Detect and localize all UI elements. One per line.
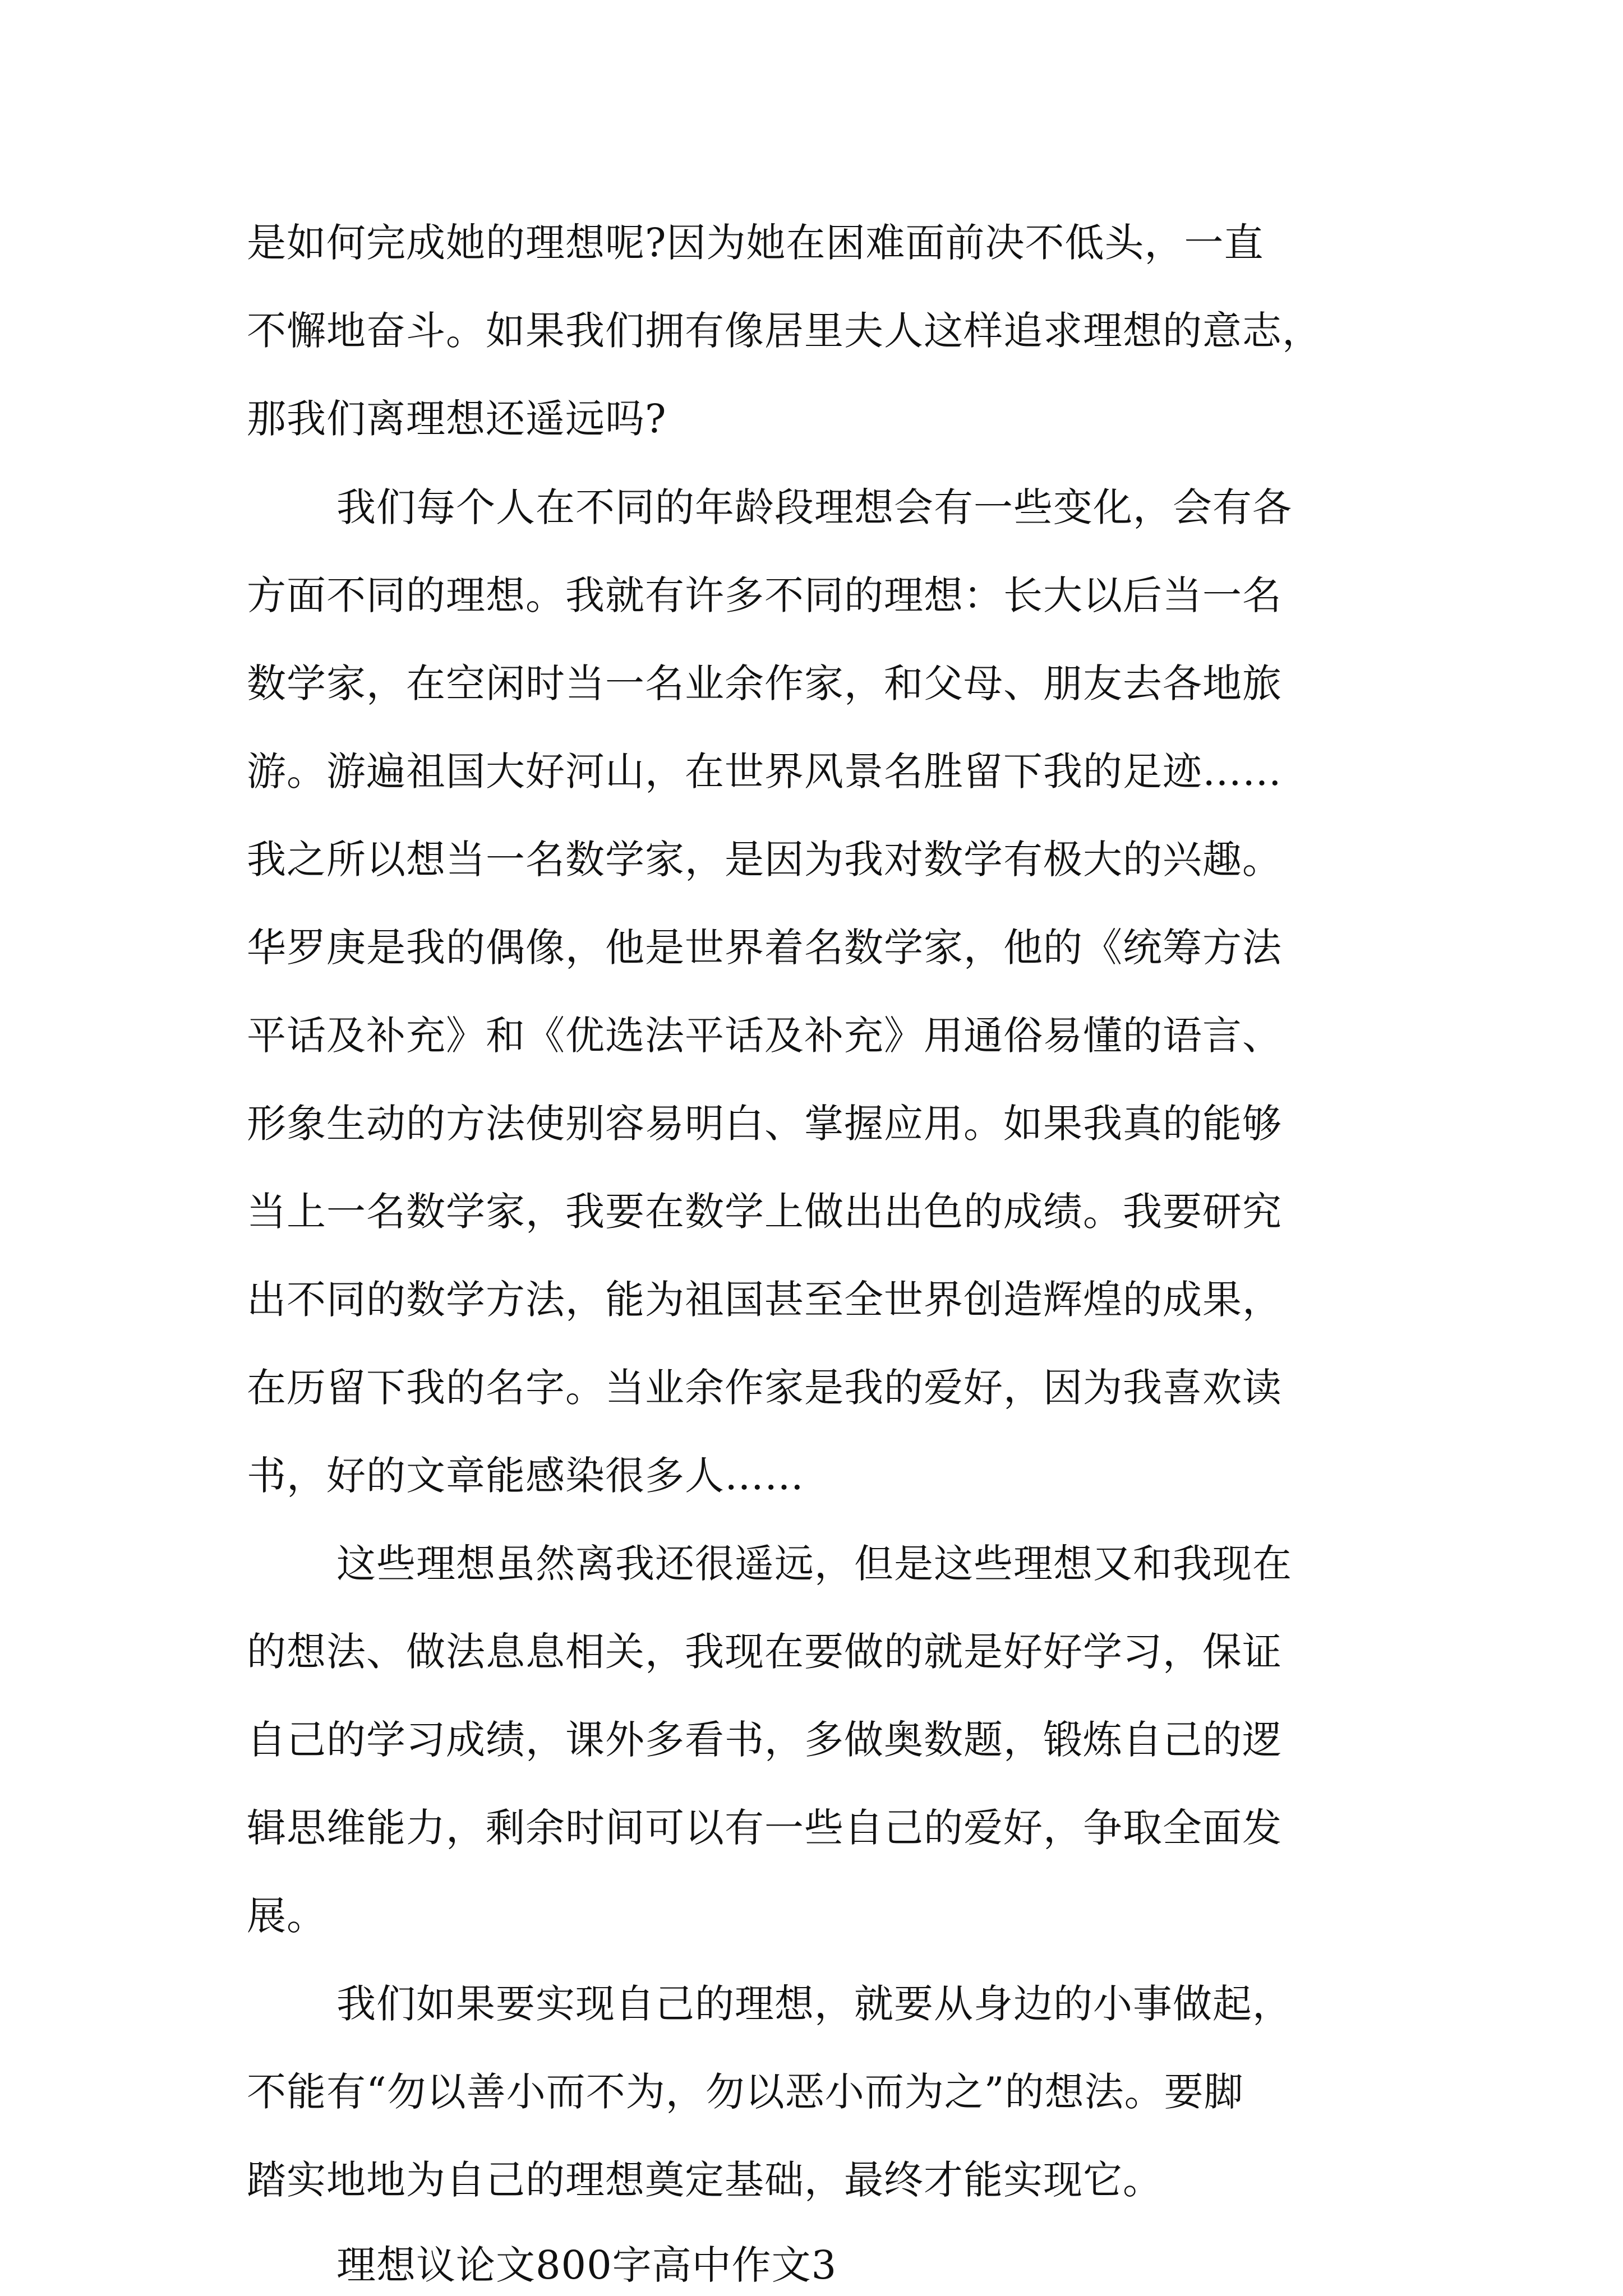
paragraph-start-line: 我们每个人在不同的年龄段理想会有一些变化，会有各 [336, 484, 1292, 530]
section-heading: 理想议论文800字高中作文3 [336, 2242, 837, 2288]
text-line: 的想法、做法息息相关，我现在要做的就是好好学习，保证 [247, 1629, 1282, 1675]
text-line: 不懈地奋斗。如果我们拥有像居里夫人这样追求理想的意志， [247, 308, 1322, 354]
text-line: 不能有“勿以善小而不为，勿以恶小而为之”的想法。要脚 [247, 2069, 1244, 2115]
text-line: 书，好的文章能感染很多人…… [247, 1453, 804, 1499]
text-line: 平话及补充》和《优选法平话及补充》用通俗易懂的语言、 [247, 1013, 1282, 1059]
text-line: 踏实地地为自己的理想奠定基础，最终才能实现它。 [247, 2157, 1163, 2203]
text-line: 那我们离理想还遥远吗? [247, 396, 667, 442]
text-line: 方面不同的理想。我就有许多不同的理想：长大以后当一名 [247, 572, 1282, 618]
text-line: 出不同的数学方法，能为祖国甚至全世界创造辉煌的成果， [247, 1277, 1282, 1323]
text-line: 是如何完成她的理想呢?因为她在困难面前决不低头，一直 [247, 220, 1264, 266]
text-line: 当上一名数学家，我要在数学上做出出色的成绩。我要研究 [247, 1189, 1282, 1235]
text-line: 游。游遍祖国大好河山，在世界风景名胜留下我的足迹…… [247, 749, 1282, 794]
text-line: 在历留下我的名字。当业余作家是我的爱好，因为我喜欢读 [247, 1365, 1282, 1411]
paragraph-start-line: 这些理想虽然离我还很遥远，但是这些理想又和我现在 [336, 1541, 1292, 1587]
text-line: 华罗庚是我的偶像，他是世界着名数学家，他的《统筹方法 [247, 925, 1282, 971]
text-line: 展。 [247, 1893, 326, 1939]
text-line: 数学家，在空闲时当一名业余作家，和父母、朋友去各地旅 [247, 660, 1282, 706]
text-line: 自己的学习成绩，课外多看书，多做奥数题，锻炼自己的逻 [247, 1717, 1282, 1763]
text-line: 我之所以想当一名数学家，是因为我对数学有极大的兴趣。 [247, 837, 1282, 883]
paragraph-start-line: 我们如果要实现自己的理想，就要从身边的小事做起， [336, 1981, 1292, 2027]
text-line: 形象生动的方法使别容易明白、掌握应用。如果我真的能够 [247, 1101, 1282, 1147]
text-line: 辑思维能力，剩余时间可以有一些自己的爱好，争取全面发 [247, 1805, 1282, 1851]
